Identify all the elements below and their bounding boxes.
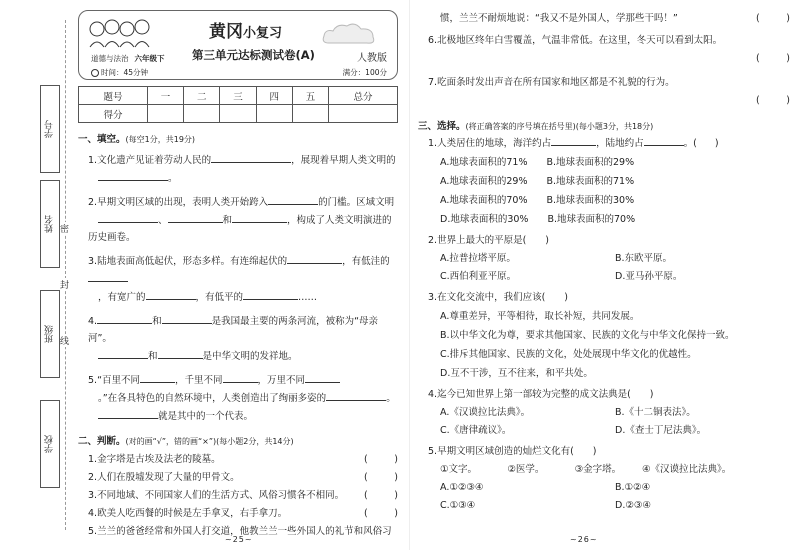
answer-blank[interactable] <box>88 270 128 282</box>
seal-char: 线 <box>60 334 69 347</box>
option-item[interactable]: D.《查士丁尼法典》。 <box>615 425 707 436</box>
option-item[interactable]: C.①③④ <box>440 500 476 511</box>
score-label-cell: 得分 <box>79 105 148 123</box>
brand-title: 黄冈小复习 <box>209 22 283 42</box>
option-item[interactable]: C.排斥其他国家、民族的文化，处处展现中华文化的优越性。 <box>440 349 697 360</box>
answer-parentheses[interactable]: ( ) <box>756 95 790 106</box>
right-page <box>418 10 790 515</box>
section-fill-title: 一、填空。(每空1分，共19分) <box>78 134 196 145</box>
answer-parentheses[interactable]: ( ) <box>756 13 790 24</box>
choice-question-1: 1.人类居住的地球，海洋约占 ，陆地约占 。( ) <box>418 134 790 153</box>
score-header-cell: 总分 <box>329 87 398 105</box>
option-item[interactable]: D.互不干涉，互不往来，和平共处。 <box>440 368 593 379</box>
option-item[interactable]: D.亚马孙平原。 <box>615 271 683 282</box>
fill-question-3: 3.陆地表面高低起伏，形态多样。有连绵起伏的 ，有低洼的 ，有宽广的 ，有低平的 …… <box>78 252 398 306</box>
score-header-cell: 三 <box>220 87 256 105</box>
seal-line <box>65 20 66 530</box>
choice-options-4b <box>418 422 790 440</box>
fill-question-5: 5.“百里不同 ，千里不同 ，万里不同 。”在各具特色的自然环境中，人类创造出了绚丽多姿的 。 就是其中的一个代表。 <box>78 371 398 425</box>
answer-blank[interactable] <box>140 371 175 383</box>
option-item[interactable]: B.以中华文化为尊，要求其他国家、民族的文化与中华文化保持一致。 <box>440 330 735 341</box>
judge-question-7: 7.吃面条时发出声音在所有国家和地区都是不礼貌的行为。 <box>428 77 675 88</box>
answer-blank[interactable] <box>98 347 148 359</box>
binding-box-school: 学校 <box>40 400 60 488</box>
answer-blank[interactable] <box>211 151 291 163</box>
page-number-left: ~25~ <box>225 535 253 544</box>
page-number-right: ~26~ <box>570 535 598 544</box>
score-header-cell: 题号 <box>79 87 148 105</box>
total-score: 满分：100分 <box>342 68 387 77</box>
score-cell[interactable] <box>292 105 328 123</box>
judge-question-5: 5.兰兰的爸爸经常和外国人打交道，他教兰兰一些外国人的礼节和风俗习 <box>88 526 392 537</box>
answer-blank[interactable] <box>158 347 203 359</box>
score-header-cell: 四 <box>256 87 292 105</box>
option-item[interactable]: A.地球表面积的29% B.地球表面积的71% <box>440 176 635 187</box>
answer-blank[interactable] <box>287 252 342 264</box>
exam-header <box>78 10 398 80</box>
kids-illustration-icon <box>87 17 157 51</box>
item: ①文字。 <box>440 464 478 475</box>
answer-blank[interactable] <box>98 169 168 181</box>
option-item[interactable]: A.《汉谟拉比法典》。 <box>440 407 531 418</box>
answer-parentheses[interactable]: ( ) <box>364 490 398 501</box>
section-judge-title: 二、判断。(对的画“√”，错的画“×”)(每小题2分，共14分) <box>78 436 294 447</box>
binding-box-class: 班级 <box>40 290 60 378</box>
option-item[interactable]: A.地球表面积的70% B.地球表面积的30% <box>440 195 635 206</box>
choice-options-1 <box>418 153 790 229</box>
answer-blank[interactable] <box>162 312 212 324</box>
choice-options-4 <box>418 404 790 422</box>
seal-char: 密 <box>60 222 69 235</box>
judge-question-6-answer <box>418 50 790 68</box>
binding-strip <box>0 0 78 550</box>
answer-blank[interactable] <box>168 211 223 223</box>
answer-parentheses[interactable]: ( ) <box>364 454 398 465</box>
option-item[interactable]: B.东欧平原。 <box>615 253 673 264</box>
answer-blank[interactable] <box>268 193 318 205</box>
option-item[interactable]: B.①②④ <box>615 482 651 493</box>
judge-question-4: 4.欧美人吃西餐的时候是左手拿叉，右手拿刀。 ( ) <box>78 505 398 523</box>
answer-blank[interactable] <box>146 288 196 300</box>
choice-items-5 <box>418 461 790 479</box>
answer-blank[interactable] <box>243 288 298 300</box>
score-header-cell: 一 <box>147 87 183 105</box>
option-item[interactable]: A.尊重差异，平等相待，取长补短，共同发展。 <box>440 311 640 322</box>
score-cell[interactable] <box>329 105 398 123</box>
time-limit: 时间：45分钟 <box>91 67 148 78</box>
judge-question-5-cont: 惯，兰兰不耐烦地说：“我又不是外国人，学那些干吗！” ( ) <box>418 10 790 28</box>
subject-grade: 道德与法治 六年级下 <box>91 54 165 63</box>
answer-blank[interactable] <box>98 211 158 223</box>
answer-blank[interactable] <box>97 312 152 324</box>
answer-blank[interactable] <box>551 134 596 146</box>
option-item[interactable]: B.《十二铜表法》。 <box>615 407 696 418</box>
score-cell[interactable] <box>220 105 256 123</box>
choice-question-2: 2.世界上最大的平原是( ) <box>428 235 549 246</box>
judge-question-3: 3.不同地域、不同国家人们的生活方式、风俗习惯各不相同。 ( ) <box>78 487 398 505</box>
fill-question-2: 2.早期文明区域的出现，表明人类开始跨入 的门槛。区域文明 、 和 ，构成了人类文明演进的历史画卷。 <box>78 193 398 246</box>
option-item[interactable]: C.《唐律疏议》。 <box>440 425 512 436</box>
score-header-cell: 五 <box>292 87 328 105</box>
choice-question-4: 4.迄今已知世界上第一部较为完整的成文法典是( ) <box>428 389 654 400</box>
page-divider <box>409 0 410 550</box>
answer-parentheses[interactable]: ( ) <box>364 508 398 519</box>
option-item[interactable]: D.地球表面积的30% B.地球表面积的70% <box>440 214 636 225</box>
binding-box-name: 姓名 <box>40 180 60 268</box>
score-header-cell: 二 <box>184 87 220 105</box>
section-choice-title: 三、选择。(将正确答案的序号填在括号里)(每小题3分，共18分) <box>418 121 654 132</box>
cloud-decoration-icon <box>321 21 377 47</box>
answer-blank[interactable] <box>305 371 340 383</box>
answer-blank[interactable] <box>98 407 158 419</box>
choice-options-2 <box>418 250 790 268</box>
score-table <box>78 86 398 123</box>
score-cell[interactable] <box>147 105 183 123</box>
judge-question-2: 2.人们在殷墟发现了大量的甲骨文。 ( ) <box>78 469 398 487</box>
clock-icon <box>91 69 99 77</box>
score-cell[interactable] <box>256 105 292 123</box>
fill-question-1: 1.文化遗产见证着劳动人民的 ，展现着早期人类文明的 。 <box>78 151 398 187</box>
seal-char: 封 <box>60 278 69 291</box>
choice-question-3: 3.在文化交流中，我们应该( ) <box>428 292 568 303</box>
choice-options-5b <box>418 497 790 515</box>
answer-blank[interactable] <box>223 371 258 383</box>
left-page <box>78 10 398 541</box>
option-item[interactable]: A.①②③④ <box>440 482 484 493</box>
fill-question-4: 4. 和 是我国最主要的两条河流，被称为“母亲河”。 和 是中华文明的发祥地。 <box>78 312 398 365</box>
score-cell[interactable] <box>184 105 220 123</box>
answer-blank[interactable] <box>644 134 684 146</box>
choice-options-2b <box>418 268 790 286</box>
judge-question-6: 6.北极地区终年白雪覆盖，气温非常低。在这里，冬天可以看到太阳。 <box>428 35 723 46</box>
item: ②医学。 <box>507 464 545 475</box>
answer-parentheses[interactable]: ( ) <box>364 472 398 483</box>
choice-options-5 <box>418 479 790 497</box>
judge-question-7-answer <box>418 92 790 110</box>
item: ④《汉谟拉比法典》。 <box>641 464 732 475</box>
answer-blank[interactable] <box>232 211 287 223</box>
choice-question-5: 5.早期文明区域创造的灿烂文化有( ) <box>428 446 597 457</box>
binding-box-student-id: 学号 <box>40 85 60 173</box>
option-item[interactable]: A.拉普拉塔平原。 <box>440 253 516 264</box>
option-item[interactable]: C.西伯利亚平原。 <box>440 271 517 282</box>
choice-options-3 <box>418 307 790 383</box>
judge-question-1: 1.金字塔是古埃及法老的陵墓。 ( ) <box>78 451 398 469</box>
option-item[interactable]: A.地球表面积的71% B.地球表面积的29% <box>440 157 635 168</box>
exam-title: 第三单元达标测试卷(A) <box>192 48 315 62</box>
answer-blank[interactable] <box>326 389 386 401</box>
item: ③金字塔。 <box>574 464 622 475</box>
answer-parentheses[interactable]: ( ) <box>756 53 790 64</box>
edition-label: 人教版 <box>357 53 387 64</box>
option-item[interactable]: D.②③④ <box>615 500 651 511</box>
